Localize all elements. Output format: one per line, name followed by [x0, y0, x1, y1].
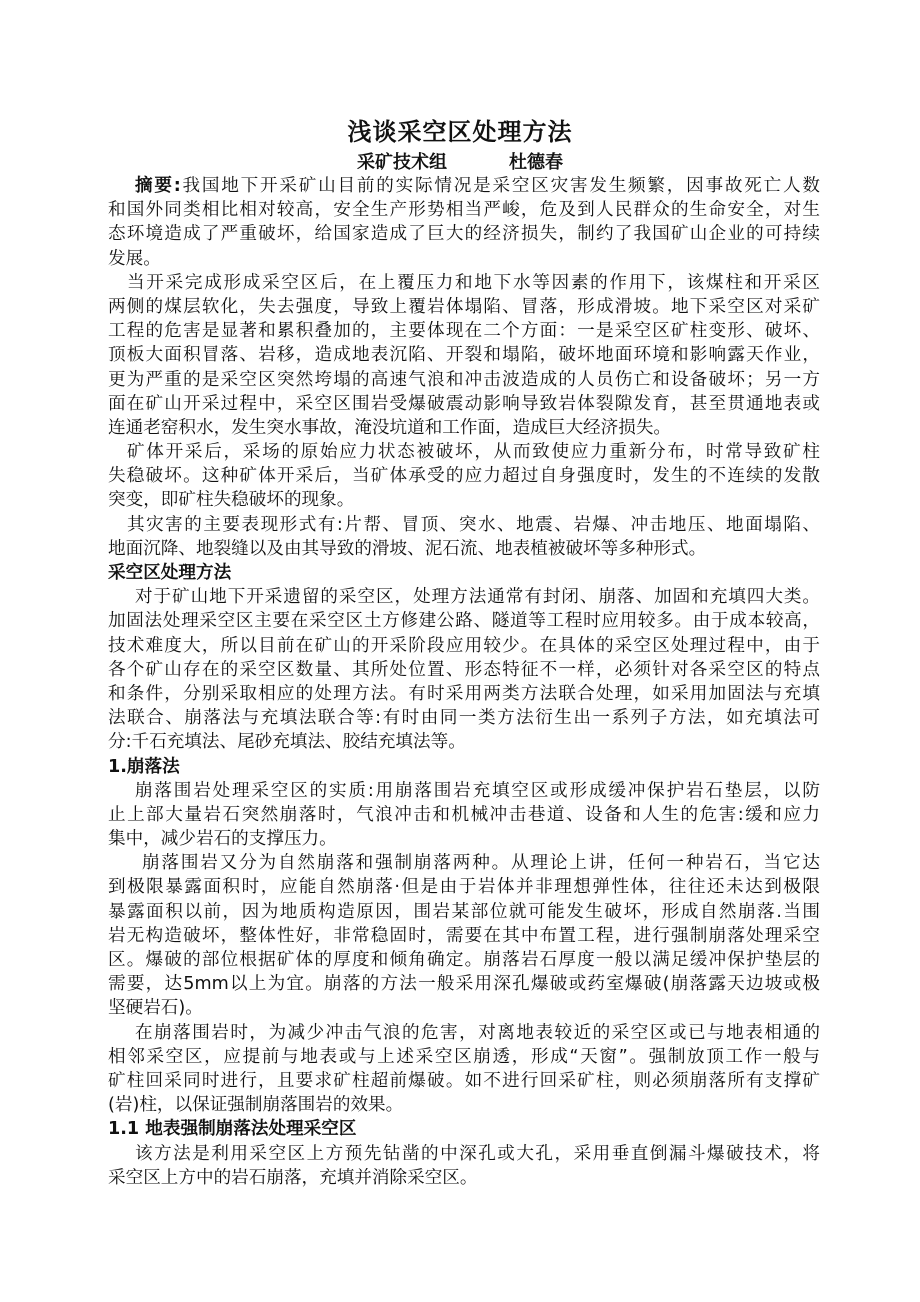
paragraph-line — [108, 271, 820, 295]
line-text: 崩落围岩处理采空区的实质:用崩落围岩充填空区或形成缓冲保护岩石垫层，以防 — [135, 780, 820, 801]
document-title: 浅谈采空区处理方法 — [347, 118, 573, 146]
line-text: 分:千石充填法、尾砂充填法、胶结充填法等。 — [108, 732, 466, 753]
author-group: 采矿技术组 — [357, 152, 447, 173]
line-text: 和国外同类相比相对较高，安全生产形势相当严峻，危及到人民群众的生命安全，对生 — [108, 200, 820, 221]
line-text: 该方法是利用采空区上方预先钻凿的中深孔或大孔，采用垂直倒漏斗爆破技术，将 — [135, 1143, 820, 1164]
paragraph-line — [108, 198, 820, 222]
line-text: 失稳破坏。这种矿体开采后，当矿体承受的应力超过自身强度时，发生的不连续的发散 — [108, 466, 820, 487]
document-body — [108, 174, 820, 1190]
author-line — [0, 148, 920, 174]
paragraph-line — [108, 996, 820, 1020]
paragraph-line — [108, 972, 820, 996]
paragraph-line — [108, 900, 820, 924]
paragraph-line — [108, 222, 820, 246]
paragraph-line — [108, 513, 820, 537]
line-text: 突变，即矿柱失稳破坏的现象。 — [108, 490, 355, 511]
line-text: 区。爆破的部位根据矿体的厚度和倾角确定。崩落岩石厚度一般以满足缓冲保护垫层的 — [108, 950, 820, 970]
paragraph-line — [108, 343, 820, 367]
paragraph-line — [108, 368, 820, 392]
paragraph-line — [108, 730, 820, 754]
paragraph-line — [108, 440, 820, 464]
line-text: 和条件，分别采取相应的处理方法。有时采用两类方法联合处理，如采用加固法与充填 — [108, 683, 820, 704]
line-text: 到极限暴露面积时，应能自然崩落·但是由于岩体并非理想弹性体，往往还未达到极限 — [108, 877, 820, 898]
line-text: 需要，达5mm以上为宜。崩落的方法一般采用深孔爆破或药室爆破(崩落露天边坡或极 — [108, 974, 820, 995]
line-text: 集中，减少岩石的支撑压力。 — [108, 829, 337, 850]
line-text: 相邻采空区，应提前与地表或与上述采空区崩透，形成“天窗”。强制放顶工作一般与 — [108, 1046, 820, 1067]
paragraph-line — [108, 779, 820, 803]
line-text: 更为严重的是采空区突然垮塌的高速气浪和冲击波造成的人员伤亡和设备破坏；另一方 — [108, 369, 820, 390]
line-text: 其灾害的主要表现形式有:片帮、冒顶、突水、地震、岩爆、冲击地压、地面塌陷、 — [127, 514, 820, 535]
paragraph-line — [108, 1166, 820, 1190]
paragraph-line — [108, 924, 820, 948]
line-text: 采空区上方中的岩石崩落，充填并消除采空区。 — [108, 1167, 478, 1188]
paragraph-line — [108, 634, 820, 658]
paragraph-line — [108, 875, 820, 899]
line-text: 暴露面积以前，因为地质构造原因，围岩某部位就可能发生破坏，形成自然崩落.当围 — [108, 901, 820, 922]
line-text: 崩落围岩又分为自然崩落和强制崩落两种。从理论上讲，任何一种岩石，当它达 — [142, 853, 820, 874]
paragraph-line — [108, 585, 820, 609]
line-text: 矿体开采后，采场的原始应力状态被破坏，从而致使应力重新分布，时常导致矿柱 — [127, 442, 820, 463]
line-text: 技术难度大，所以目前在矿山的开采阶段应用较少。在具体的采空区处理过程中，由于 — [108, 635, 820, 656]
paragraph-line — [108, 827, 820, 851]
line-text: 加固法处理采空区主要在采空区土方修建公路、隧道等工程时应用较多。由于成本较高， — [108, 611, 820, 632]
paragraph-line — [108, 948, 820, 972]
line-text: 坚硬岩石)。 — [108, 998, 203, 1019]
paragraph-line — [108, 682, 820, 706]
paragraph-line — [108, 537, 820, 561]
paragraph-line — [108, 1045, 820, 1069]
line-text: 岩无构造破坏，整体性好，非常稳固时，需要在其中布置工程，进行强制崩落处理采空 — [108, 925, 820, 946]
line-text: 当开采完成形成采空区后，在上覆压力和地下水等因素的作用下，该煤柱和开采区 — [127, 272, 820, 293]
line-text: 工程的危害是显著和累积叠加的，主要体现在二个方面：一是采空区矿柱变形、破坏、 — [108, 321, 820, 342]
paragraph-line — [108, 488, 820, 512]
abstract-label: 摘要: — [135, 176, 181, 196]
line-text: 发展。 — [108, 248, 161, 269]
paragraph-line — [108, 658, 820, 682]
paragraph-line — [108, 464, 820, 488]
paragraph-line — [108, 609, 820, 633]
paragraph-line — [108, 247, 820, 271]
line-text: 地面沉降、地裂缝以及由其导致的滑坡、泥石流、地表植被破坏等多种形式。 — [108, 538, 707, 559]
paragraph-line — [108, 803, 820, 827]
section-heading: 采空区处理方法 — [108, 563, 232, 583]
line-text: 连通老窑积水，发生突水事故，淹没坑道和工作面，造成巨大经济损失。 — [108, 417, 672, 438]
section-heading: 1.1 地表强制崩落法处理采空区 — [108, 1119, 357, 1140]
paragraph-line — [108, 706, 820, 730]
section-heading: 1.崩落法 — [108, 756, 180, 777]
line-text: 两侧的煤层软化，失去强度，导致上覆岩体塌陷、冒落，形成滑坡。地下采空区对采矿 — [108, 296, 820, 317]
line-text: 态环境造成了严重破坏，给国家造成了巨大的经济损失，制约了我国矿山企业的可持续 — [108, 224, 820, 245]
author-name: 杜德春 — [509, 152, 563, 173]
line-text: 矿柱回采同时进行，且要求矿柱超前爆破。如不进行回采矿柱，则必须崩落所有支撑矿 — [108, 1070, 820, 1091]
line-text: (岩)柱，以保证强制崩落围岩的效果。 — [108, 1095, 404, 1116]
paragraph-line — [108, 1069, 820, 1093]
line-text: 我国地下开采矿山目前的实际情况是采空区灾害发生频繁，因事故死亡人数 — [180, 176, 820, 196]
paragraph-line — [108, 295, 820, 319]
paragraph-line — [108, 1021, 820, 1045]
paragraph-line — [108, 416, 820, 440]
paragraph-line — [108, 1093, 820, 1117]
line-text: 止上部大量岩石突然崩落时，气浪冲击和机械冲击巷道、设备和人生的危害:缓和应力 — [108, 804, 820, 825]
line-text: 各个矿山存在的采空区数量、其所处位置、形态特征不一样，必须针对各采空区的特点 — [108, 659, 820, 680]
paragraph-line — [108, 851, 820, 875]
line-text: 顶板大面积冒落、岩移，造成地表沉陷、开裂和塌陷，破坏地面环境和影响露天作业， — [108, 345, 820, 366]
line-text: 在崩落围岩时，为减少冲击气浪的危害，对离地表较近的采空区或已与地表相通的 — [135, 1022, 820, 1043]
paragraph-line — [108, 319, 820, 343]
paragraph-line — [108, 392, 820, 416]
line-text: 法联合、崩落法与充填法联合等:有时由同一类方法衍生出一系列子方法，如充填法可 — [108, 708, 820, 729]
line-text: 面在矿山开采过程中，采空区围岩受爆破震动影响导致岩体裂隙发育，甚至贯通地表或 — [108, 393, 820, 414]
paragraph-line — [108, 1142, 820, 1166]
line-text: 对于矿山地下开采遗留的采空区，处理方法通常有封闭、崩落、加固和充填四大类。 — [135, 587, 820, 608]
paragraph-line — [108, 174, 820, 198]
